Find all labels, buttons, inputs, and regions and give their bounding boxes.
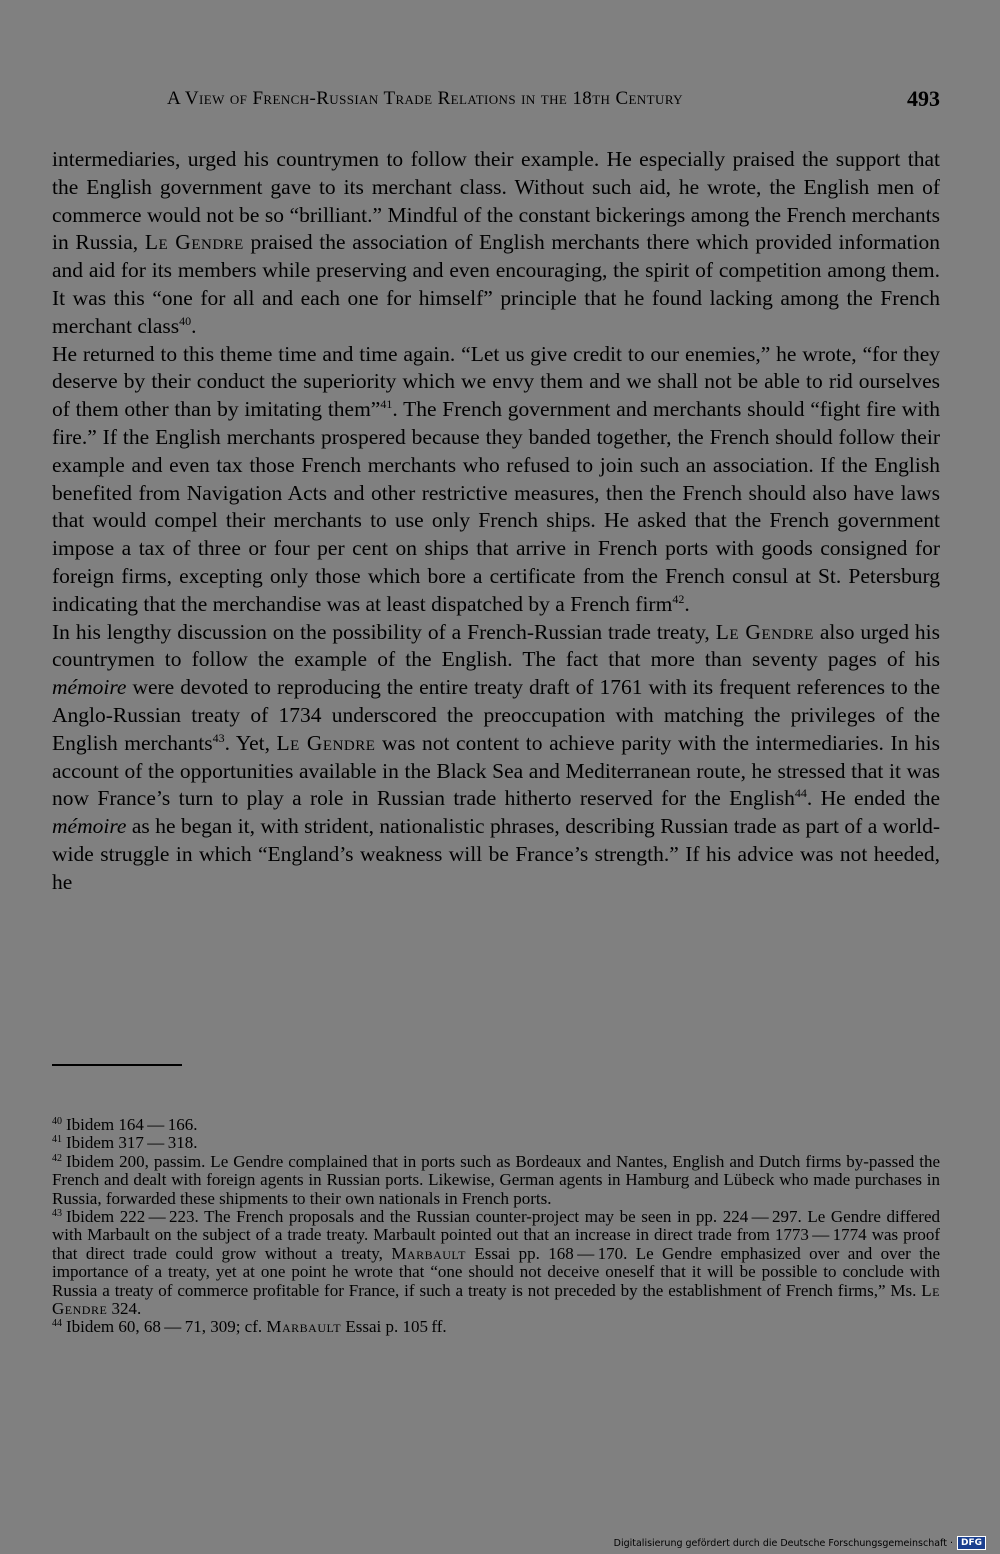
author-name: Marbault <box>266 1317 342 1337</box>
text-run: . He ended the <box>806 786 940 811</box>
credit-text: Digitalisierung gefördert durch die Deutsche Forschungsgemeinschaft · <box>613 1537 953 1549</box>
footnote-number: 41 <box>52 1134 62 1146</box>
footnote-ref: 44 <box>794 786 807 801</box>
footnote-41 <box>52 1134 940 1152</box>
text-run: were devoted to reproducing the entire treaty draft of 1761 with its frequent references to the Anglo-Russian treaty of 1734 underscored the preoccupation with matching the privileges of the English merchants <box>52 675 940 755</box>
dfg-logo: DFG <box>957 1536 986 1550</box>
footnote-44 <box>52 1318 940 1336</box>
body-text <box>52 146 940 1026</box>
footnote-text: Essai pp. 168 — 170. Le Gendre emphasized over and over the importance of a treaty, yet at one point he wrote that “one should not deceive oneself that it will be possible to conclude with Russia a treaty of commerce profitable for France, if such a treaty is not preceded by the establishment of French firms,” Ms. <box>52 1243 940 1300</box>
footnote-42 <box>52 1153 940 1208</box>
footnote-40 <box>52 1116 940 1134</box>
text-run: In his lengthy discussion on the possibility of a French-Russian trade treaty, <box>52 619 716 644</box>
text-run: . <box>191 313 197 338</box>
running-title: A View of French-Russian Trade Relations in the 18th Century <box>167 88 683 109</box>
text-run: as he began it, with strident, nationalistic phrases, describing Russian trade as part of a world-wide struggle in which “England’s weakness will be France’s strength.” If his advice was not heeded, he <box>52 814 940 894</box>
running-head <box>52 86 940 116</box>
digitization-credit <box>614 1536 986 1550</box>
footnote-number: 40 <box>52 1116 62 1127</box>
author-name: Le Gendre <box>52 1280 940 1319</box>
footnote-text: Ibidem 200, passim. Le Gendre complained that in ports such as Bordeaux and Nantes, English and Dutch firms by-passed the French and dealt with foreign agents in Russian ports. Likewise, German agents in Hamburg and Lübeck who made purchases in Russia, forwarded these shipments to their own nationals in French ports. <box>52 1151 940 1208</box>
text-run: . Yet, <box>224 730 277 755</box>
author-name: Le Gendre <box>276 730 376 755</box>
footnote-text: Ibidem 164 — 166. <box>66 1116 198 1134</box>
author-name: Marbault <box>391 1243 466 1263</box>
paragraph-3 <box>52 619 940 897</box>
page-number: 493 <box>907 86 940 111</box>
footnote-text: Ibidem 317 — 318. <box>66 1133 198 1153</box>
footnote-ref: 41 <box>380 397 393 412</box>
footnote-number: 43 <box>52 1208 62 1220</box>
footnote-text: Ibidem 222 — 223. The French proposals and the Russian counter-project may be seen in pp. 224 — 297. Le Gendre differed with Marbault on the subject of a trade treaty. Marbault pointed out that an increase in direct trade from 1773 — 1774 was proof that direct trade could grow without a treaty, <box>52 1207 940 1263</box>
footnote-43 <box>52 1208 940 1318</box>
author-name: Le Gendre <box>715 619 814 644</box>
paragraph-2 <box>52 341 940 619</box>
text-run: praised the association of English merchants there which provided information and aid for its members while preserving and even encouraging, the spirit of competition among them. It was this “one for all and each one for himself” principle that he found lacking among the French merchant class <box>52 230 940 338</box>
text-run: intermediaries, urged his countrymen to follow their example. He especially praised the support that the English government gave to its merchant class. Without such aid, he wrote, the English men of commerce would not be so “brilliant.” Mindful of the constant bickerings among the French merchants in Russia, <box>52 147 940 255</box>
footnotes <box>52 1116 940 1456</box>
footnote-number: 42 <box>52 1152 62 1164</box>
text-run: . <box>684 591 690 616</box>
text-run: He returned to this theme time and time again. “Let us give credit to our enemies,” he wrote, “for they deserve by their conduct the superiority which we envy them and we shall not be able to rid ourselves of them other than by imitating them” <box>52 341 940 422</box>
footnote-ref: 43 <box>212 730 225 745</box>
footnote-text: Ibidem 60, 68 — 71, 309; cf. <box>66 1317 267 1337</box>
footnote-separator <box>52 1064 182 1066</box>
emphasis: mémoire <box>52 814 127 839</box>
emphasis: mémoire <box>52 675 127 700</box>
footnote-number: 44 <box>52 1318 62 1330</box>
paragraph-1 <box>52 146 940 341</box>
text-run: was not content to achieve parity with the intermediaries. In his account of the opportunities available in the Black Sea and Mediterranean route, he stressed that it was now France’s turn to play a role in Russian trade hitherto reserved for the English <box>52 730 940 811</box>
author-name: Le Gendre <box>144 230 244 255</box>
footnote-ref: 42 <box>672 591 685 606</box>
footnote-ref: 40 <box>179 313 192 328</box>
footnote-text: 324. <box>107 1299 142 1319</box>
text-run: . The French government and merchants should “fight fire with fire.” If the English merchants prospered because they banded together, the French should follow their example and even tax those French merchants who refused to join such an association. If the English benefited from Navigation Acts and other restrictive measures, then the French should also have laws that would compel their merchants to use only French ships. He asked that the French government impose a tax of three or four per cent on ships that arrive in French ports with goods consigned for foreign firms, excepting only those which bore a certificate from the French consul at St. Petersburg indicating that the merchandise was at least dispatched by a French firm <box>52 397 940 616</box>
footnote-text: Essai p. 105 ff. <box>341 1317 447 1337</box>
text-run: also urged his countrymen to follow the example of the English. The fact that more than seventy pages of his <box>52 619 940 672</box>
